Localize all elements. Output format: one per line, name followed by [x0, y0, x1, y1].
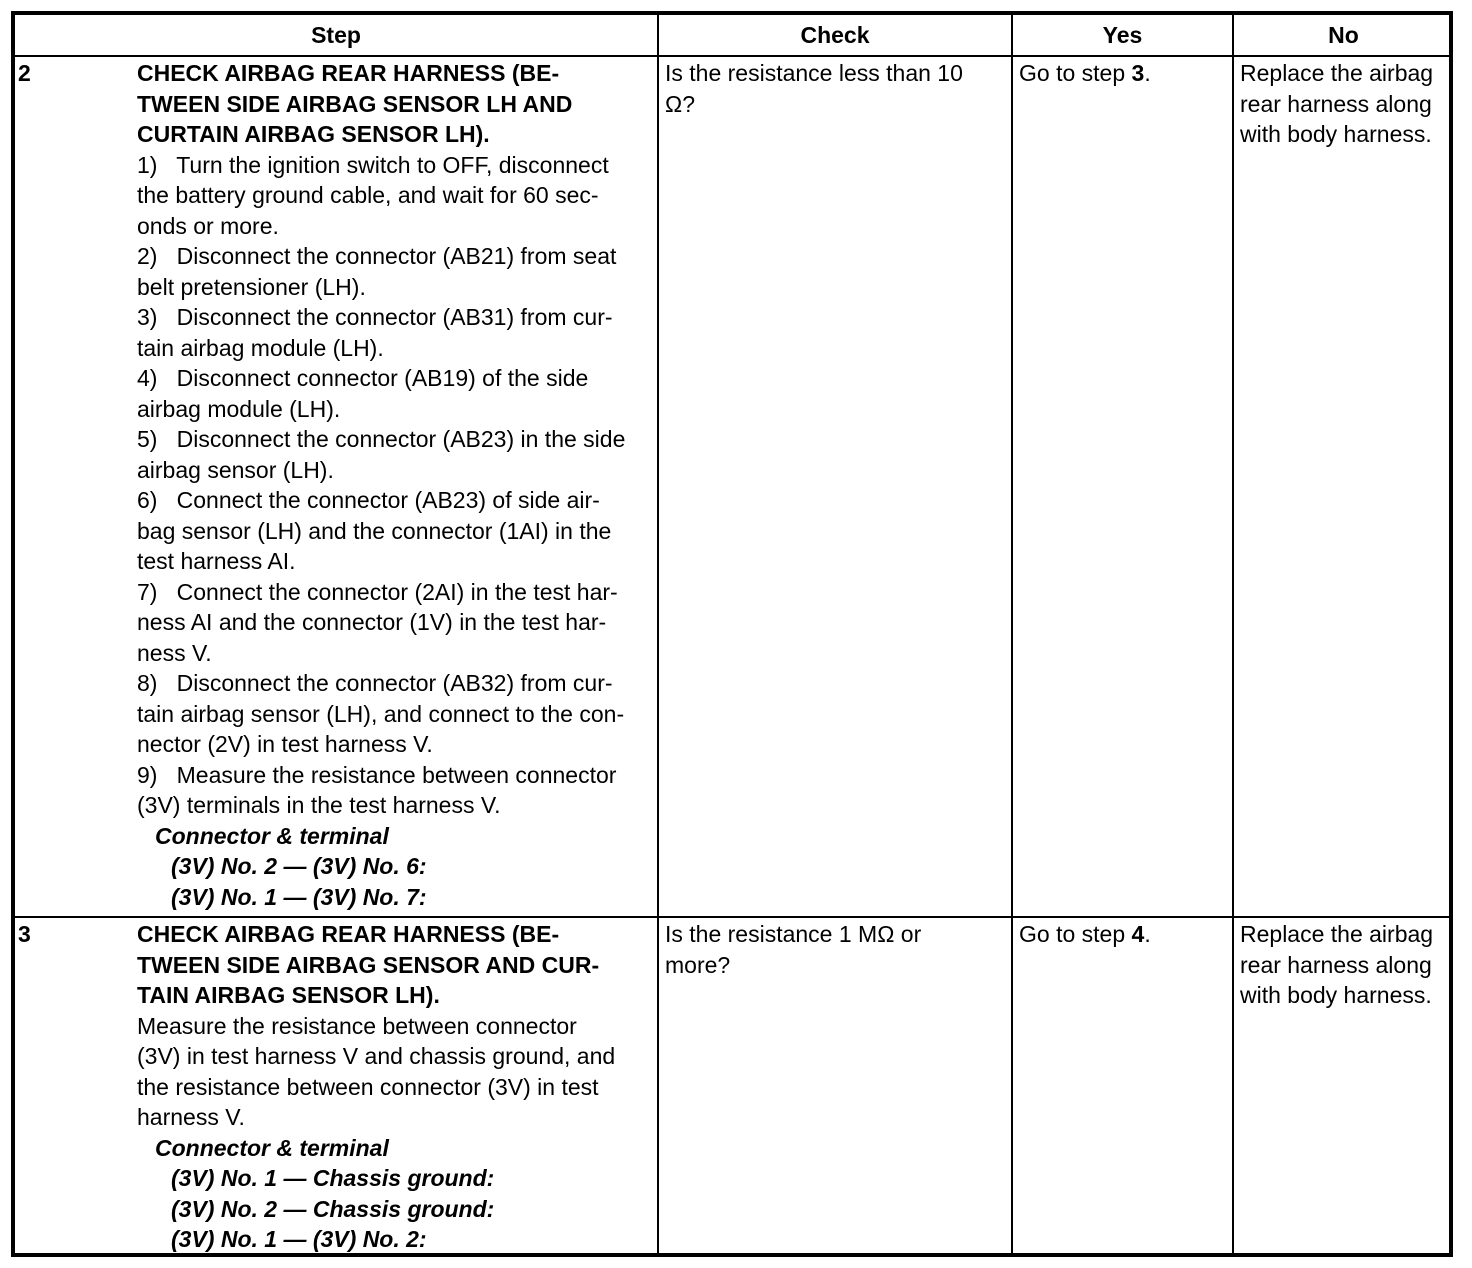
header-no: No — [1328, 21, 1359, 48]
instruction-line: ness AI and the connector (1V) in the test har- — [137, 609, 607, 635]
check-question — [665, 919, 1005, 980]
terminal-spec: (3V) No. 1 — (3V) No. 2: — [171, 1226, 427, 1252]
instruction-line: onds or more. — [137, 212, 279, 239]
no-action — [1240, 919, 1433, 1011]
instruction-line: 6) Connect the connector (AB23) of side air- — [137, 487, 600, 513]
terminal-spec: (3V) No. 2 — (3V) No. 6: — [171, 853, 427, 879]
check-line: Is the resistance less than 10 — [665, 60, 963, 86]
terminal-heading: Connector & terminal — [155, 1134, 389, 1161]
instruction-line: the battery ground cable, and wait for 60 sec- — [137, 182, 599, 208]
instruction-line: bag sensor (LH) and the connector (1AI) in the — [137, 517, 612, 544]
header-check: Check — [800, 21, 870, 48]
instruction-line: harness V. — [137, 1104, 245, 1130]
step-title: CHECK AIRBAG REAR HARNESS (BE- — [137, 60, 560, 86]
instruction-line: nector (2V) in test harness V. — [137, 731, 433, 757]
diagnostic-table — [11, 11, 1453, 1257]
step-content — [137, 919, 652, 1255]
yes-action — [1019, 58, 1151, 89]
header-step: Step — [311, 21, 361, 48]
step-title: CURTAIN AIRBAG SENSOR LH). — [137, 121, 490, 147]
instruction-line: tain airbag sensor (LH), and connect to the con- — [137, 700, 625, 727]
column-divider-no — [1232, 15, 1234, 1253]
no-line: Replace the airbag — [1240, 921, 1434, 947]
instruction-line: ness V. — [137, 639, 212, 666]
yes-suffix: . — [1144, 921, 1151, 947]
check-line: Ω? — [665, 90, 695, 117]
step-title: TWEEN SIDE AIRBAG SENSOR AND CUR- — [137, 951, 600, 978]
yes-action — [1019, 919, 1151, 950]
next-step-link[interactable]: 4 — [1131, 921, 1145, 947]
column-divider-yes — [1011, 15, 1013, 1253]
instruction-line: 2) Disconnect the connector (AB21) from seat — [137, 243, 617, 269]
step-title: TAIN AIRBAG SENSOR LH). — [137, 982, 440, 1008]
row-divider — [15, 916, 1449, 918]
check-question — [665, 58, 1005, 119]
instruction-line: belt pretensioner (LH). — [137, 273, 366, 300]
no-line: rear harness along — [1240, 951, 1432, 978]
column-divider-check — [657, 15, 659, 1253]
instruction-line: airbag module (LH). — [137, 395, 341, 422]
instruction-line: the resistance between connector (3V) in test — [137, 1073, 599, 1100]
yes-text: Go to step — [1019, 921, 1132, 947]
check-line: more? — [665, 951, 731, 978]
terminal-spec: (3V) No. 2 — Chassis ground: — [171, 1195, 495, 1222]
instruction-line: airbag sensor (LH). — [137, 456, 334, 483]
step-number: 2 — [18, 60, 31, 86]
check-line: Is the resistance 1 MΩ or — [665, 921, 922, 947]
instruction-line: 1) Turn the ignition switch to OFF, disconnect — [137, 151, 609, 178]
no-line: with body harness. — [1240, 982, 1432, 1008]
instruction-line: 8) Disconnect the connector (AB32) from cur- — [137, 670, 613, 696]
instruction-line: tain airbag module (LH). — [137, 334, 384, 361]
no-line: Replace the airbag — [1240, 60, 1434, 86]
no-line: with body harness. — [1240, 121, 1432, 147]
instruction-line: (3V) in test harness V and chassis ground, and — [137, 1043, 616, 1069]
instruction-line: 4) Disconnect connector (AB19) of the side — [137, 365, 589, 391]
next-step-link[interactable]: 3 — [1131, 60, 1145, 86]
instruction-line: 7) Connect the connector (2AI) in the test har- — [137, 578, 618, 605]
step-content — [137, 58, 652, 912]
instruction-line: (3V) terminals in the test harness V. — [137, 792, 501, 818]
yes-suffix: . — [1144, 60, 1151, 86]
instruction-line: 3) Disconnect the connector (AB31) from cur- — [137, 304, 613, 330]
terminal-heading: Connector & terminal — [155, 822, 389, 849]
step-title: TWEEN SIDE AIRBAG SENSOR LH AND — [137, 90, 573, 117]
instruction-line: test harness AI. — [137, 548, 296, 574]
header-divider — [15, 55, 1449, 57]
terminal-spec: (3V) No. 1 — Chassis ground: — [171, 1165, 495, 1191]
header-yes: Yes — [1102, 21, 1143, 48]
instruction-line: 9) Measure the resistance between connector — [137, 761, 617, 788]
no-line: rear harness along — [1240, 90, 1432, 117]
instruction-line: Measure the resistance between connector — [137, 1012, 577, 1039]
terminal-spec: (3V) No. 1 — (3V) No. 7: — [171, 883, 427, 910]
no-action — [1240, 58, 1433, 150]
instruction-line: 5) Disconnect the connector (AB23) in the side — [137, 426, 626, 452]
yes-text: Go to step — [1019, 60, 1132, 86]
step-number: 3 — [18, 921, 31, 947]
step-title: CHECK AIRBAG REAR HARNESS (BE- — [137, 921, 560, 947]
